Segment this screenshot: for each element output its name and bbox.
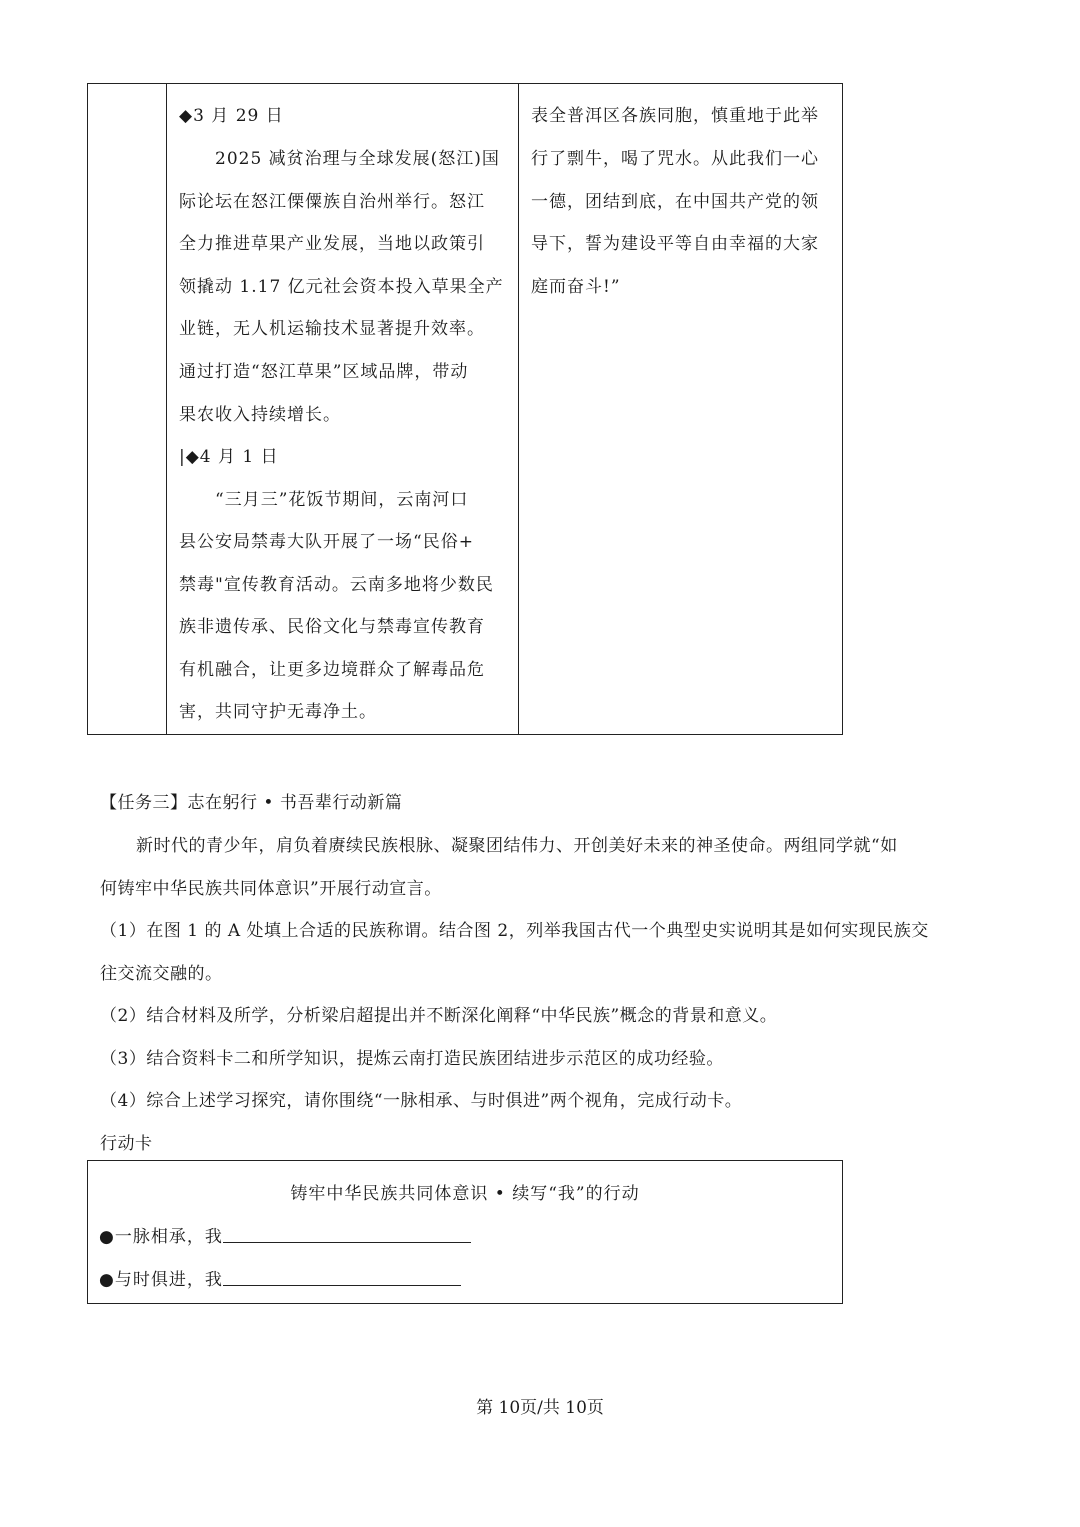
- answer-blank[interactable]: [223, 1241, 471, 1243]
- text-line: 通过打造“怒江草果”区域品牌，带动: [179, 362, 469, 382]
- action-card-label: 行动卡: [100, 1134, 153, 1154]
- materials-table: [87, 83, 843, 735]
- action-line-1: [99, 1222, 471, 1247]
- question-1: 往交流交融的。: [100, 964, 223, 984]
- text-line: 表全普洱区各族同胞，慎重地于此举: [531, 106, 819, 126]
- text-line: 有机融合，让更多边境群众了解毒品危: [179, 660, 485, 680]
- text-line: “三月三”花饭节期间，云南河口: [215, 490, 469, 510]
- text-line: 2025 减贫治理与全球发展(怒江)国: [215, 149, 500, 169]
- task-intro: 何铸牢中华民族共同体意识”开展行动宣言。: [100, 879, 442, 899]
- table-divider: [166, 84, 167, 734]
- text-line: 行了剽牛，喝了咒水。从此我们一心: [531, 149, 819, 169]
- action-card: [87, 1160, 843, 1304]
- text-line: 禁毒"宣传教育活动。云南多地将少数民: [179, 575, 494, 595]
- date-heading: ◆3 月 29 日: [179, 106, 284, 126]
- text-line: 害，共同守护无毒净土。: [179, 702, 377, 722]
- question-3: （3）结合资料卡二和所学知识，提炼云南打造民族团结进步示范区的成功经验。: [100, 1049, 724, 1069]
- task-intro: 新时代的青少年，肩负着赓续民族根脉、凝聚团结伟力、开创美好未来的神圣使命。两组同学就“如: [136, 836, 898, 856]
- text-line: 导下，誓为建设平等自由幸福的大家: [531, 234, 819, 254]
- table-divider: [518, 84, 519, 734]
- text-line: 一德，团结到底，在中国共产党的领: [531, 192, 819, 212]
- answer-blank[interactable]: [223, 1284, 461, 1286]
- text-line: 县公安局禁毒大队开展了一场“民俗+: [179, 532, 474, 552]
- question-2: （2）结合材料及所学，分析梁启超提出并不断深化阐释“中华民族”概念的背景和意义。: [100, 1006, 778, 1026]
- question-4: （4）综合上述学习探究，请你围绕“一脉相承、与时俱进”两个视角，完成行动卡。: [100, 1091, 743, 1111]
- text-line: 际论坛在怒江傈僳族自治州举行。怒江: [179, 192, 485, 212]
- question-1: （1）在图 1 的 A 处填上合适的民族称谓。结合图 2，列举我国古代一个典型史实说明其是如何实现民族交: [100, 921, 929, 941]
- page-footer: 第 10页/共 10页: [476, 1398, 604, 1418]
- action-line-label: ●与时俱进，我: [99, 1270, 223, 1290]
- text-line: 庭而奋斗!”: [531, 277, 621, 297]
- text-line: 果农收入持续增长。: [179, 405, 341, 425]
- action-line-label: ●一脉相承，我: [99, 1227, 223, 1247]
- text-line: 族非遗传承、民俗文化与禁毒宣传教育: [179, 617, 485, 637]
- action-line-2: [99, 1265, 461, 1290]
- task-title: 【任务三】志在躬行 • 书吾辈行动新篇: [100, 793, 403, 813]
- text-line: 全力推进草果产业发展，当地以政策引: [179, 234, 485, 254]
- text-line: 业链，无人机运输技术显著提升效率。: [179, 319, 485, 339]
- text-line: 领撬动 1.17 亿元社会资本投入草果全产: [179, 277, 504, 297]
- date-heading: |◆4 月 1 日: [179, 447, 279, 467]
- action-card-title: 铸牢中华民族共同体意识 • 续写“我”的行动: [290, 1184, 640, 1204]
